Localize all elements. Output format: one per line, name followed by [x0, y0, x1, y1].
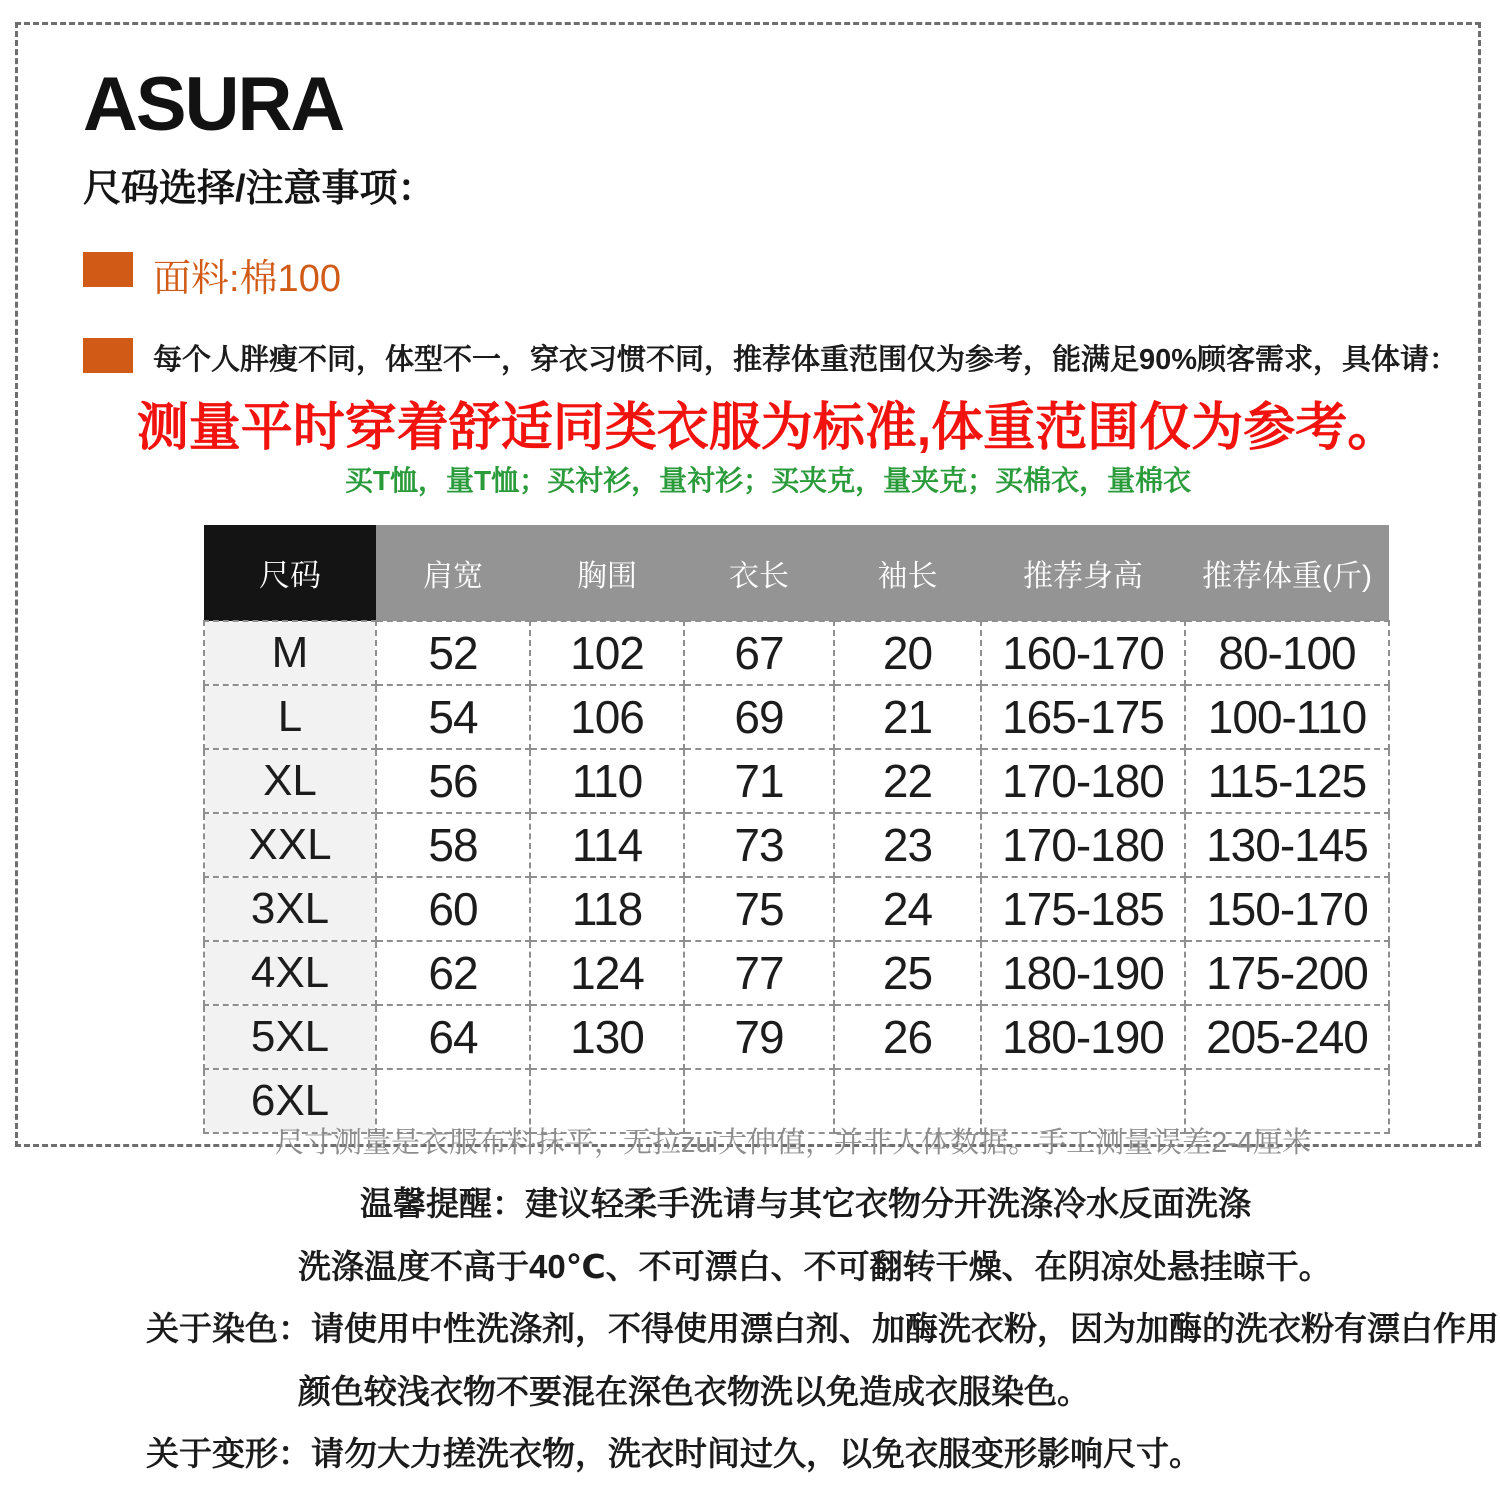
- size-cell: 180-190: [981, 1005, 1185, 1069]
- size-cell: 180-190: [981, 941, 1185, 1005]
- size-cell: 20: [834, 621, 981, 685]
- size-cell: 80-100: [1185, 621, 1389, 685]
- header-size: 尺码: [204, 525, 376, 621]
- header-shoulder: 肩宽: [376, 525, 530, 621]
- header-sleeve: 袖长: [834, 525, 981, 621]
- orange-square-bullet-icon: [83, 252, 133, 287]
- size-chart-table: [203, 525, 1390, 1134]
- size-cell: 21: [834, 685, 981, 749]
- size-cell: 62: [376, 941, 530, 1005]
- table-row: [204, 621, 1389, 685]
- header-chest: 胸围: [530, 525, 684, 621]
- size-cell: 69: [684, 685, 834, 749]
- size-cell: 52: [376, 621, 530, 685]
- size-cell: 115-125: [1185, 749, 1389, 813]
- size-cell: 56: [376, 749, 530, 813]
- dashed-border-frame: [15, 22, 1481, 1159]
- size-cell: 170-180: [981, 813, 1185, 877]
- size-table-header-row: [204, 525, 1389, 621]
- size-row-label: 6XL: [204, 1069, 376, 1133]
- header-length: 衣长: [684, 525, 834, 621]
- size-row-label: 3XL: [204, 877, 376, 941]
- table-row: [204, 749, 1389, 813]
- measurement-standard-warning: 测量平时穿着舒适同类衣服为标准,体重范围仅为参考。: [136, 399, 1400, 457]
- size-cell: 175-200: [1185, 941, 1389, 1005]
- size-cell: 25: [834, 941, 981, 1005]
- size-cell: 150-170: [1185, 877, 1389, 941]
- size-cell: 60: [376, 877, 530, 941]
- size-cell: 23: [834, 813, 981, 877]
- size-cell: 130-145: [1185, 813, 1389, 877]
- size-cell: 73: [684, 813, 834, 877]
- table-row: [204, 941, 1389, 1005]
- care-instruction-deformation: 关于变形：请勿大力搓洗衣物，洗衣时间过久，以免衣服变形影响尺寸。: [146, 1435, 1202, 1472]
- size-cell: 24: [834, 877, 981, 941]
- size-row-label: 4XL: [204, 941, 376, 1005]
- size-cell: 77: [684, 941, 834, 1005]
- size-cell: 160-170: [981, 621, 1185, 685]
- size-cell: 118: [530, 877, 684, 941]
- size-row-label: XL: [204, 749, 376, 813]
- size-cell: 79: [684, 1005, 834, 1069]
- size-row-label: XXL: [204, 813, 376, 877]
- size-cell: 114: [530, 813, 684, 877]
- size-cell: 110: [530, 749, 684, 813]
- size-cell: 22: [834, 749, 981, 813]
- care-instruction-dyeing: 关于染色：请使用中性洗涤剂，不得使用漂白剂、加酶洗衣粉，因为加酶的洗衣粉有漂白作用: [146, 1310, 1499, 1347]
- size-cell: 64: [376, 1005, 530, 1069]
- size-cell: 67: [684, 621, 834, 685]
- size-cell: 175-185: [981, 877, 1185, 941]
- measurement-examples-tip: 买T恤，量T恤；买衬衫，量衬衫；买夹克，量夹克；买棉衣，量棉衣: [344, 465, 1192, 496]
- size-row-label: M: [204, 621, 376, 685]
- brand-logo: ASURA: [83, 62, 344, 147]
- table-row: [204, 1005, 1389, 1069]
- table-footnote: 尺寸测量是衣服布料抹平，无拉zui大伸值，并非人体数据。手工测量误差2-4厘米: [275, 1127, 1311, 1159]
- table-row: [204, 813, 1389, 877]
- size-row-label: 5XL: [204, 1005, 376, 1069]
- care-instruction-dyeing-cont: 颜色较浅衣物不要混在深色衣物洗以免造成衣服染色。: [298, 1373, 1090, 1410]
- header-weight: 推荐体重(斤): [1185, 525, 1389, 621]
- body-type-note: 每个人胖瘦不同，体型不一，穿衣习惯不同，推荐体重范围仅为参考，能满足90%顾客需求，具体请：: [153, 344, 1459, 376]
- size-cell: 205-240: [1185, 1005, 1389, 1069]
- size-cell: 170-180: [981, 749, 1185, 813]
- header-height: 推荐身高: [981, 525, 1185, 621]
- size-cell: 165-175: [981, 685, 1185, 749]
- size-cell: 75: [684, 877, 834, 941]
- orange-square-bullet-icon: [83, 338, 133, 373]
- size-cell: 102: [530, 621, 684, 685]
- size-cell: 100-110: [1185, 685, 1389, 749]
- size-cell: 71: [684, 749, 834, 813]
- size-cell: 26: [834, 1005, 981, 1069]
- size-cell: 106: [530, 685, 684, 749]
- size-cell: 130: [530, 1005, 684, 1069]
- table-row: [204, 877, 1389, 941]
- size-selection-heading: 尺码选择/注意事项：: [83, 168, 436, 210]
- care-instruction-washing: 洗涤温度不高于40℃、不可漂白、不可翻转干燥、在阴凉处悬挂晾干。: [298, 1248, 1332, 1285]
- table-row: [204, 685, 1389, 749]
- care-instruction-reminder: 温馨提醒：建议轻柔手洗请与其它衣物分开洗涤冷水反面洗涤: [360, 1185, 1251, 1222]
- size-row-label: L: [204, 685, 376, 749]
- size-cell: 124: [530, 941, 684, 1005]
- fabric-note: 面料:棉100: [153, 258, 341, 300]
- size-cell: 54: [376, 685, 530, 749]
- size-cell: 58: [376, 813, 530, 877]
